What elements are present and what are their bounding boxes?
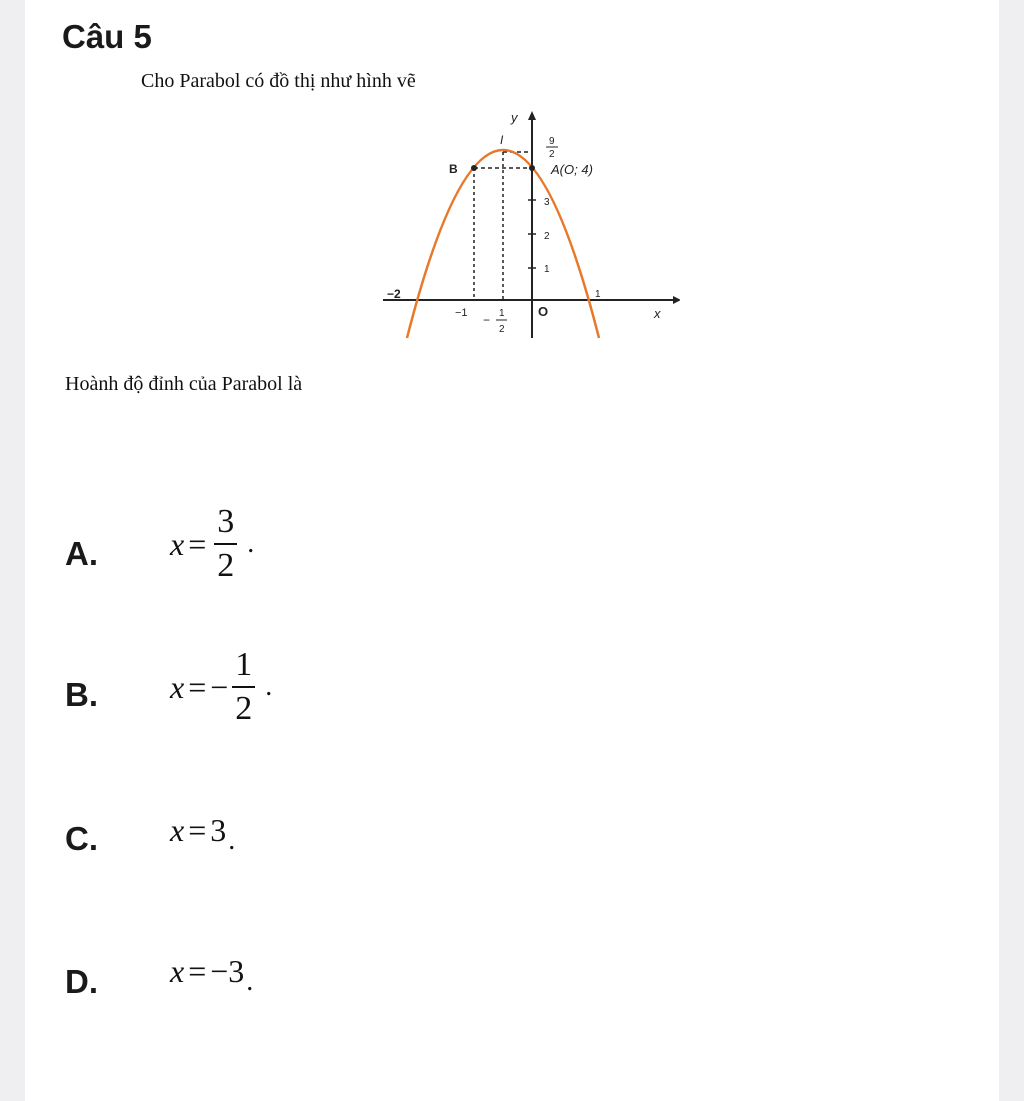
option-d-value: −3 <box>210 953 245 989</box>
option-d[interactable] <box>25 953 999 1053</box>
option-b[interactable] <box>25 648 999 748</box>
option-d-letter: D. <box>65 963 98 1000</box>
neg-half-minus: − <box>483 313 491 327</box>
origin-label: O <box>538 304 549 319</box>
point-a-label: A(O; 4) <box>551 162 593 177</box>
y-tick-3: 3 <box>544 197 550 208</box>
option-b-sign: − <box>210 668 229 705</box>
option-b-expression <box>170 648 272 726</box>
option-d-period: . <box>246 965 254 997</box>
option-b-numerator: 1 <box>232 648 255 688</box>
option-c[interactable] <box>25 812 999 912</box>
question-intro: Cho Parabol có đồ thị như hình vẽ <box>141 70 416 92</box>
x-tick-neg2: −2 <box>387 287 401 301</box>
question-title: Câu 5 <box>62 18 152 55</box>
x-tick-1: 1 <box>595 289 601 300</box>
option-c-letter: C. <box>65 820 98 857</box>
option-a-expression <box>170 505 254 583</box>
option-a-period: . <box>247 528 255 559</box>
option-a-fraction <box>214 505 237 583</box>
question-prompt: Hoành độ đỉnh của Parabol là <box>65 373 303 395</box>
y-axis-arrow <box>528 111 536 120</box>
nine-half-num: 9 <box>549 136 555 147</box>
option-c-value: 3 <box>210 812 227 848</box>
x-axis-arrow <box>673 296 680 304</box>
point-a <box>529 165 535 171</box>
point-b-label: B <box>449 162 458 176</box>
vertex-label: I <box>500 133 504 147</box>
y-tick-2: 2 <box>544 231 550 242</box>
option-c-period: . <box>228 824 236 856</box>
question-card <box>25 0 999 1101</box>
option-b-period: . <box>265 671 273 702</box>
option-c-var: x <box>170 812 185 848</box>
parabola-figure <box>355 100 680 345</box>
x-tick-neg1: −1 <box>455 307 468 319</box>
option-a-numerator: 3 <box>214 505 237 545</box>
point-b <box>471 165 477 171</box>
option-c-expression <box>170 812 236 856</box>
option-d-expression <box>170 953 254 997</box>
option-a-letter: A. <box>65 535 98 572</box>
option-a-eq: = <box>188 525 207 562</box>
option-b-eq: = <box>188 668 207 705</box>
y-tick-1: 1 <box>544 264 550 275</box>
option-d-var: x <box>170 953 185 989</box>
x-axis-label: x <box>654 306 661 321</box>
option-b-denominator: 2 <box>235 690 253 727</box>
option-c-eq: = <box>188 812 207 848</box>
neg-half-num: 1 <box>499 308 505 319</box>
option-b-letter: B. <box>65 676 98 713</box>
option-d-eq: = <box>188 953 207 989</box>
nine-half-den: 2 <box>549 149 555 160</box>
option-b-fraction <box>232 648 255 726</box>
option-a-var: x <box>170 525 185 562</box>
neg-half-den: 2 <box>499 324 505 335</box>
option-b-var: x <box>170 668 185 705</box>
option-a[interactable] <box>25 505 999 605</box>
option-a-denominator: 2 <box>217 547 235 584</box>
y-axis-label: y <box>511 110 518 125</box>
